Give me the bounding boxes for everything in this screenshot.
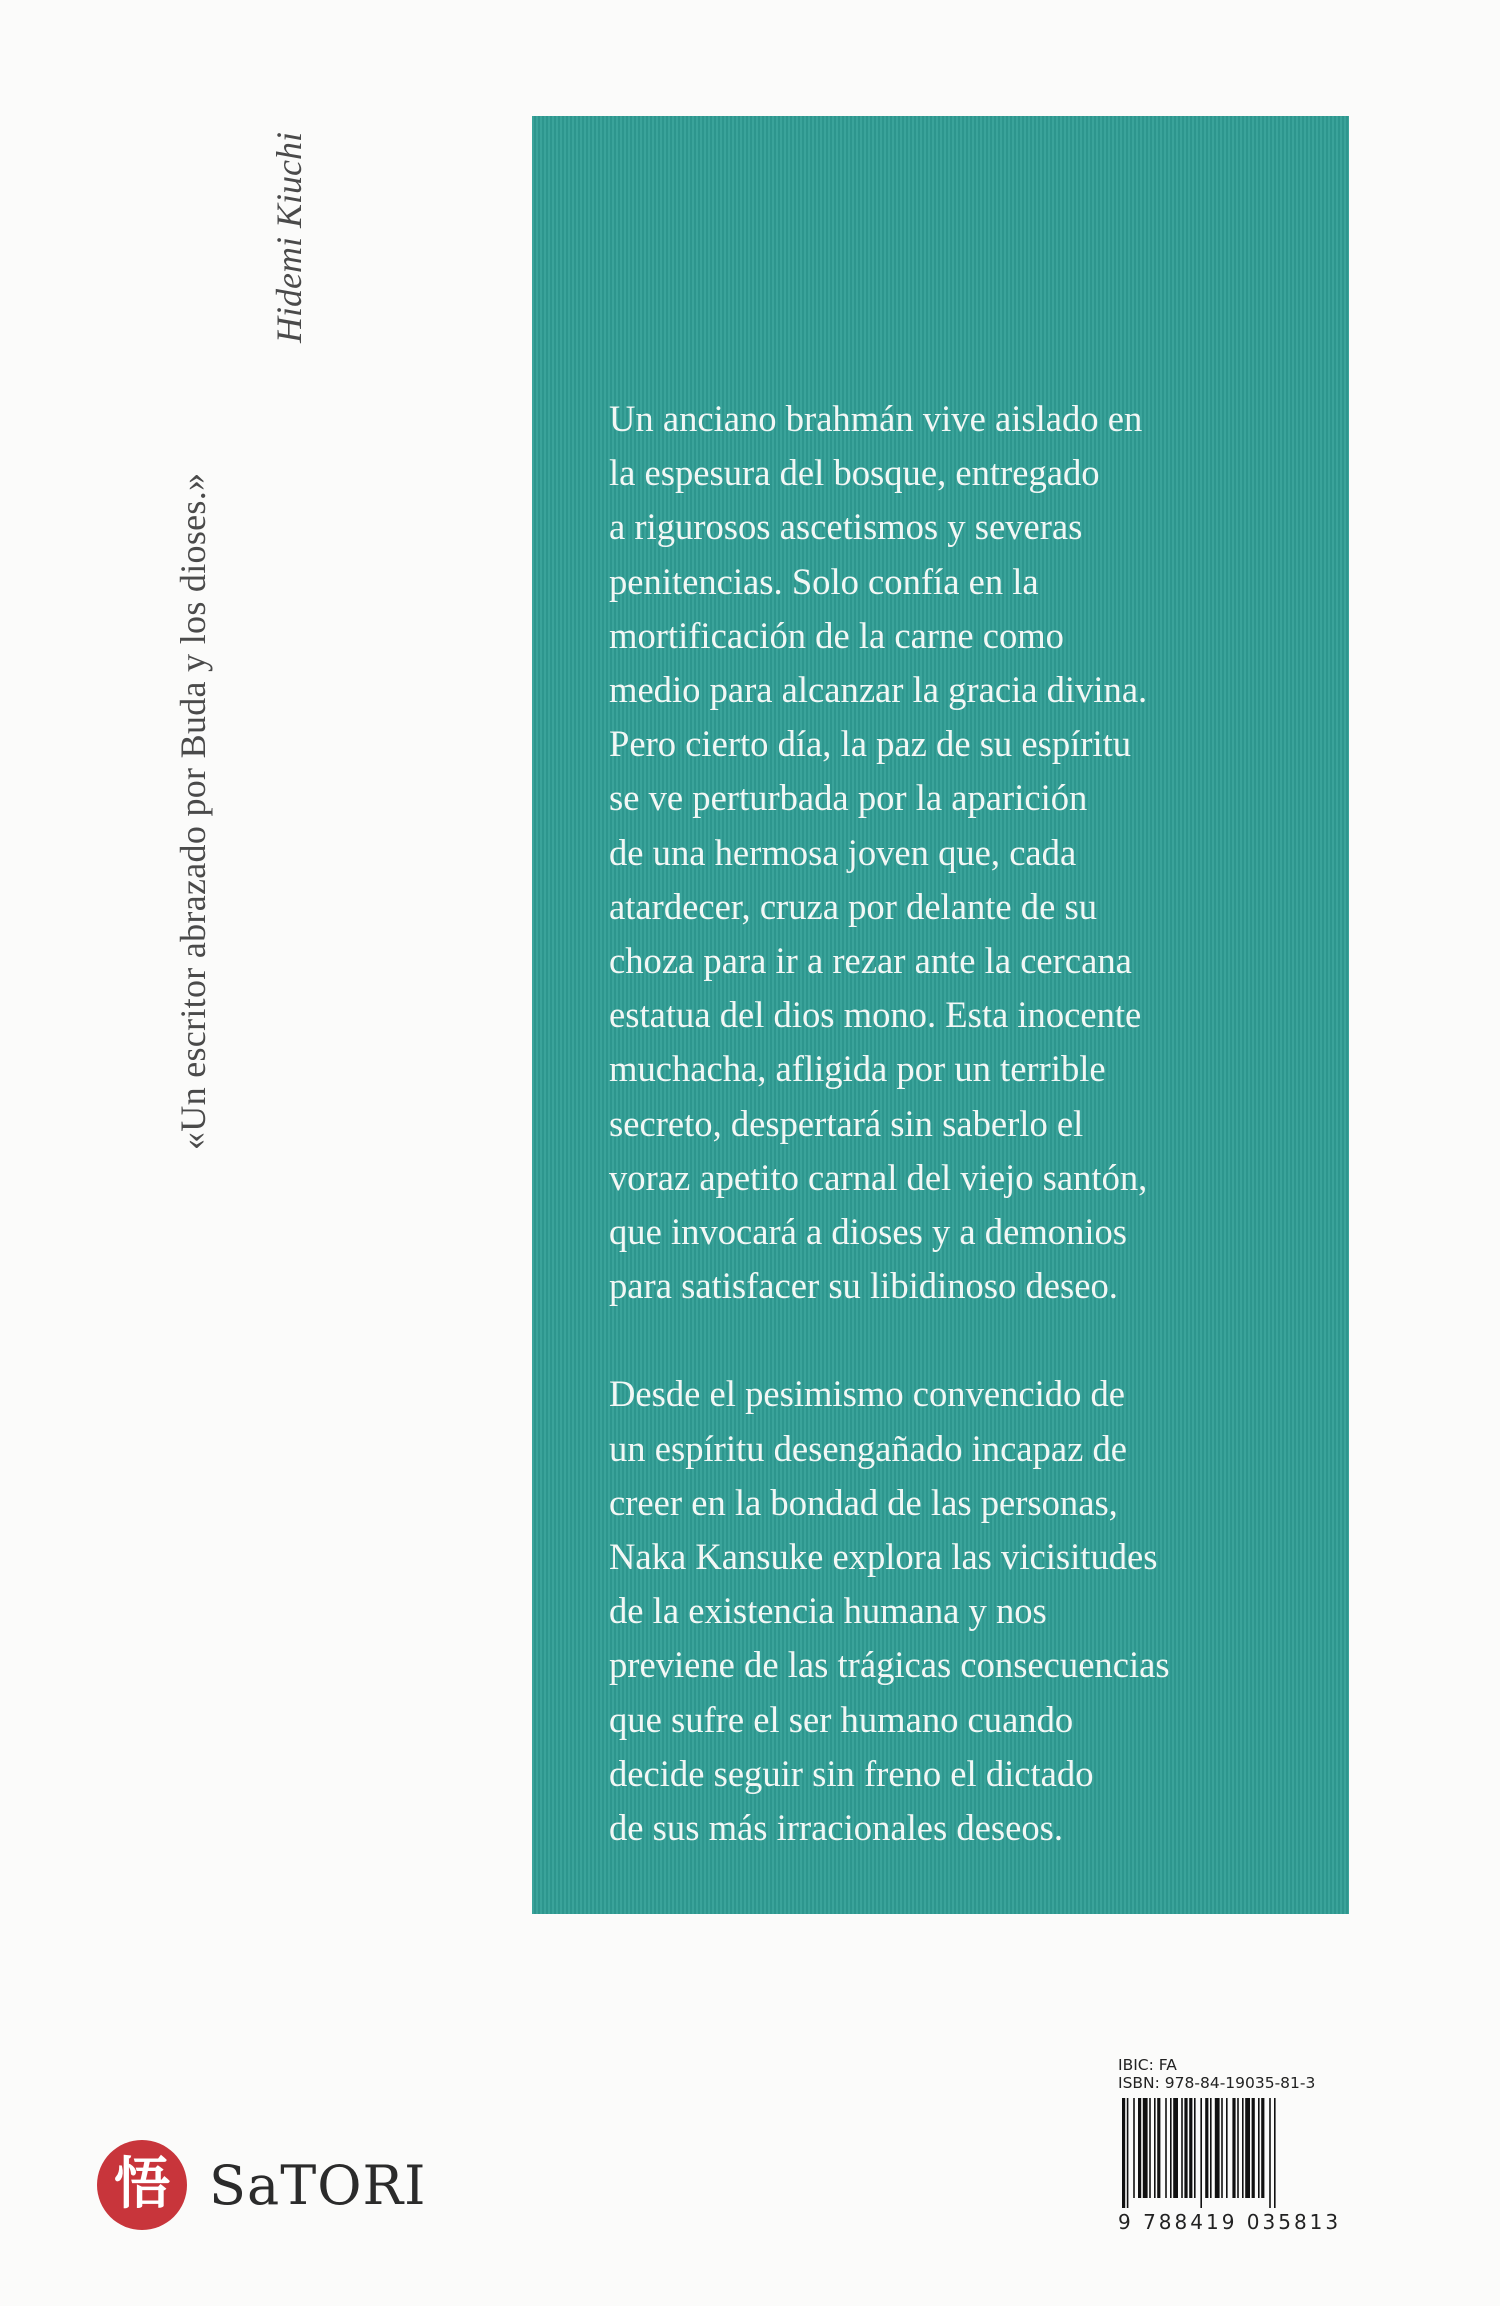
quote-author: Hidemi Kiuchi bbox=[269, 132, 309, 343]
barcode-bar bbox=[1242, 2098, 1244, 2198]
isbn-code: ISBN: 978-84-19035-81-3 bbox=[1118, 2074, 1316, 2092]
barcode-bar bbox=[1226, 2098, 1228, 2198]
barcode-bar bbox=[1122, 2098, 1125, 2208]
barcode-bar bbox=[1157, 2098, 1160, 2198]
barcode-bar bbox=[1200, 2098, 1202, 2208]
barcode-bar bbox=[1194, 2098, 1196, 2198]
synopsis-paragraph-1: Un anciano brahmán vive aislado en la espesura del bosque, entregado a rigurosos ascetismos y severas penitencias. Solo confía en la mortificación de la carne como medio para alcanzar la gracia divina. Pero cierto día, la paz de su espíritu se ve perturbada por la aparición de una hermosa joven que, cada atardecer, cruza por delante de su choza para ir a rezar ante la cercana estatua del dios mono. Esta inocente muchacha, afligida por un terrible secreto, despertará sin saberlo el voraz apetito carnal del viejo santón, que invocará a dioses y a demonios para satisfacer su libidinoso deseo. bbox=[609, 398, 1148, 1307]
barcode-bar bbox=[1215, 2098, 1220, 2198]
barcode-bar bbox=[1237, 2098, 1239, 2198]
publisher-logo bbox=[97, 2140, 426, 2230]
synopsis-paragraph-2: Desde el pesimismo convencido de un espíritu desengañado incapaz de creer en la bondad de las personas, Naka Kansuke explora las vicisitudes de la existencia humana y nos previene de las trágicas consecuencias que sufre el ser humano cuando decide seguir sin freno el dictado de sus más irracionales deseos. bbox=[609, 1373, 1170, 1849]
barcode-bar bbox=[1184, 2098, 1187, 2198]
barcode-bar bbox=[1210, 2098, 1212, 2198]
barcode-bar bbox=[1138, 2098, 1141, 2198]
barcode-bar bbox=[1154, 2098, 1156, 2198]
barcode-bar bbox=[1189, 2098, 1192, 2198]
barcode-bar bbox=[1269, 2098, 1271, 2208]
barcode-bar bbox=[1221, 2098, 1223, 2198]
barcode-bar bbox=[1127, 2098, 1129, 2208]
barcode-bar bbox=[1245, 2098, 1250, 2198]
barcode-digits: 9 788419 035813 bbox=[1118, 2210, 1342, 2234]
satori-seal-icon: 悟 bbox=[97, 2140, 187, 2230]
barcode-bar bbox=[1205, 2098, 1208, 2198]
barcode-bar bbox=[1170, 2098, 1172, 2198]
barcode-bar bbox=[1274, 2098, 1276, 2208]
barcode-bar bbox=[1261, 2098, 1264, 2198]
barcode-bar bbox=[1133, 2098, 1135, 2198]
barcode-bar bbox=[1143, 2098, 1148, 2198]
synopsis-panel bbox=[532, 116, 1349, 1914]
ibic-code: IBIC: FA bbox=[1118, 2056, 1177, 2074]
barcode-bar bbox=[1258, 2098, 1260, 2198]
barcode-bar bbox=[1232, 2098, 1235, 2198]
barcode-bar bbox=[1252, 2098, 1255, 2198]
barcode-icon bbox=[1118, 2098, 1348, 2208]
barcode-block bbox=[1118, 2056, 1363, 2234]
barcode-bar bbox=[1165, 2098, 1167, 2198]
barcode-bar bbox=[1181, 2098, 1183, 2198]
barcode-bar bbox=[1149, 2098, 1151, 2198]
barcode-bar bbox=[1173, 2098, 1178, 2198]
spine-quote: «Un escritor abrazado por Buda y los dioses.» bbox=[173, 472, 213, 1150]
publisher-name: SaTORI bbox=[209, 2153, 427, 2217]
